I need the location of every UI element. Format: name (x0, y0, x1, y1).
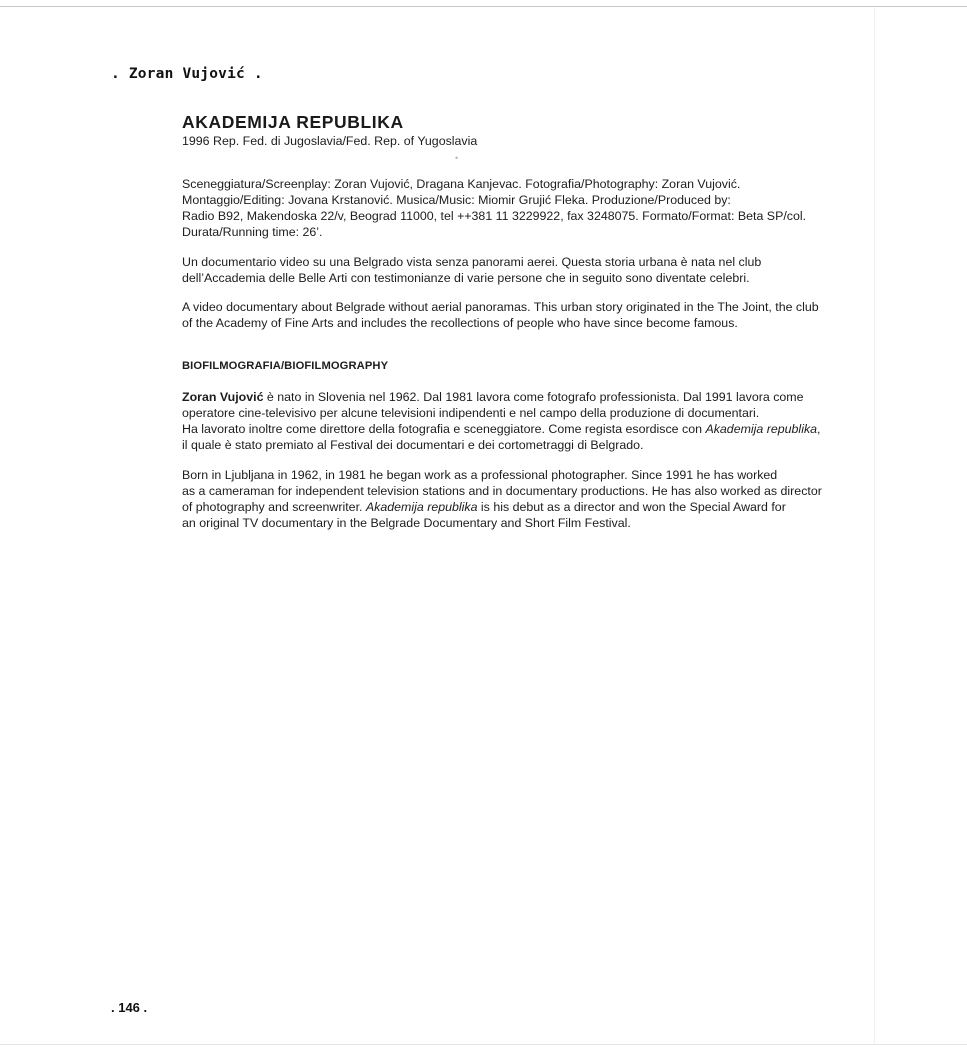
bio-line: operatore cine-televisivo per alcune televisioni indipendenti e nel campo della produzione di documentari. (182, 406, 760, 421)
bio-line (182, 500, 882, 516)
bio-line (182, 390, 882, 406)
synopsis-line: dell’Accademia delle Belle Arti con testimonianze di varie persone che in seguito sono diventate celebri. (182, 270, 750, 285)
bio-text: of photography and screenwriter. (182, 499, 366, 514)
bio-line: as a cameraman for independent television stations and in documentary productions. He has also worked as director (182, 483, 822, 498)
film-year-country: 1996 Rep. Fed. di Jugoslavia/Fed. Rep. of Yugoslavia (182, 134, 478, 148)
bio-english (182, 468, 882, 532)
bio-line: il quale è stato premiato al Festival dei documentari e dei cortometraggi di Belgrado. (182, 437, 644, 452)
synopsis-english (182, 300, 882, 332)
director-name: Zoran Vujović (182, 390, 264, 405)
page-number: . 146 . (111, 1000, 148, 1015)
bottom-rule (0, 1044, 967, 1045)
top-rule (0, 6, 967, 7)
credits-line: Montaggio/Editing: Jovana Krstanović. Musica/Music: Miomir Grujić Fleka. Produzione/Produced by: (182, 192, 731, 207)
divider-mark: • (455, 153, 459, 163)
synopsis-italian (182, 255, 882, 287)
film-title: AKADEMIJA REPUBLIKA (182, 112, 404, 132)
bio-text: è nato in Slovenia nel 1962. Dal 1981 lavora come fotografo professionista. Dal 1991 lavora come (263, 390, 804, 405)
bio-line: Born in Ljubljana in 1962, in 1981 he began work as a professional photographer. Since 1991 he has worked (182, 467, 778, 482)
film-entry (182, 112, 882, 532)
bio-text: , (817, 422, 821, 437)
synopsis-line: A video documentary about Belgrade without aerial panoramas. This urban story originated in the The Joint, the club (182, 300, 819, 315)
synopsis-line: Un documentario video su una Belgrado vista senza panorami aerei. Questa storia urbana è nata nel club (182, 254, 762, 269)
bio-text: is his debut as a director and won the Special Award for (477, 499, 786, 514)
credits-line: Sceneggiatura/Screenplay: Zoran Vujović, Dragana Kanjevac. Fotografia/Photography: Zoran Vujović. (182, 177, 741, 191)
credits-block (182, 177, 882, 241)
credits-line: Radio B92, Makendoska 22/v, Beograd 11000, tel ++381 11 3229922, fax 3248075. Formato/Format: Beta SP/col. (182, 208, 807, 223)
credits-line: Durata/Running time: 26’. (182, 224, 323, 239)
synopsis-line: of the Academy of Fine Arts and includes the recollections of people who have since become famous. (182, 316, 738, 331)
bio-italian (182, 390, 882, 454)
film-title-italic: Akademija republika (365, 499, 478, 514)
bio-text: Ha lavorato inoltre come direttore della fotografia e sceneggiatore. Come regista esordisce con (182, 422, 706, 437)
film-title-italic: Akademija republika (705, 422, 818, 437)
director-header: . Zoran Vujović . (111, 66, 263, 82)
bio-line: an original TV documentary in the Belgrade Documentary and Short Film Festival. (182, 515, 631, 530)
biofilmography-heading: BIOFILMOGRAFIA/BIOFILMOGRAPHY (182, 360, 389, 373)
bio-line (182, 422, 882, 438)
